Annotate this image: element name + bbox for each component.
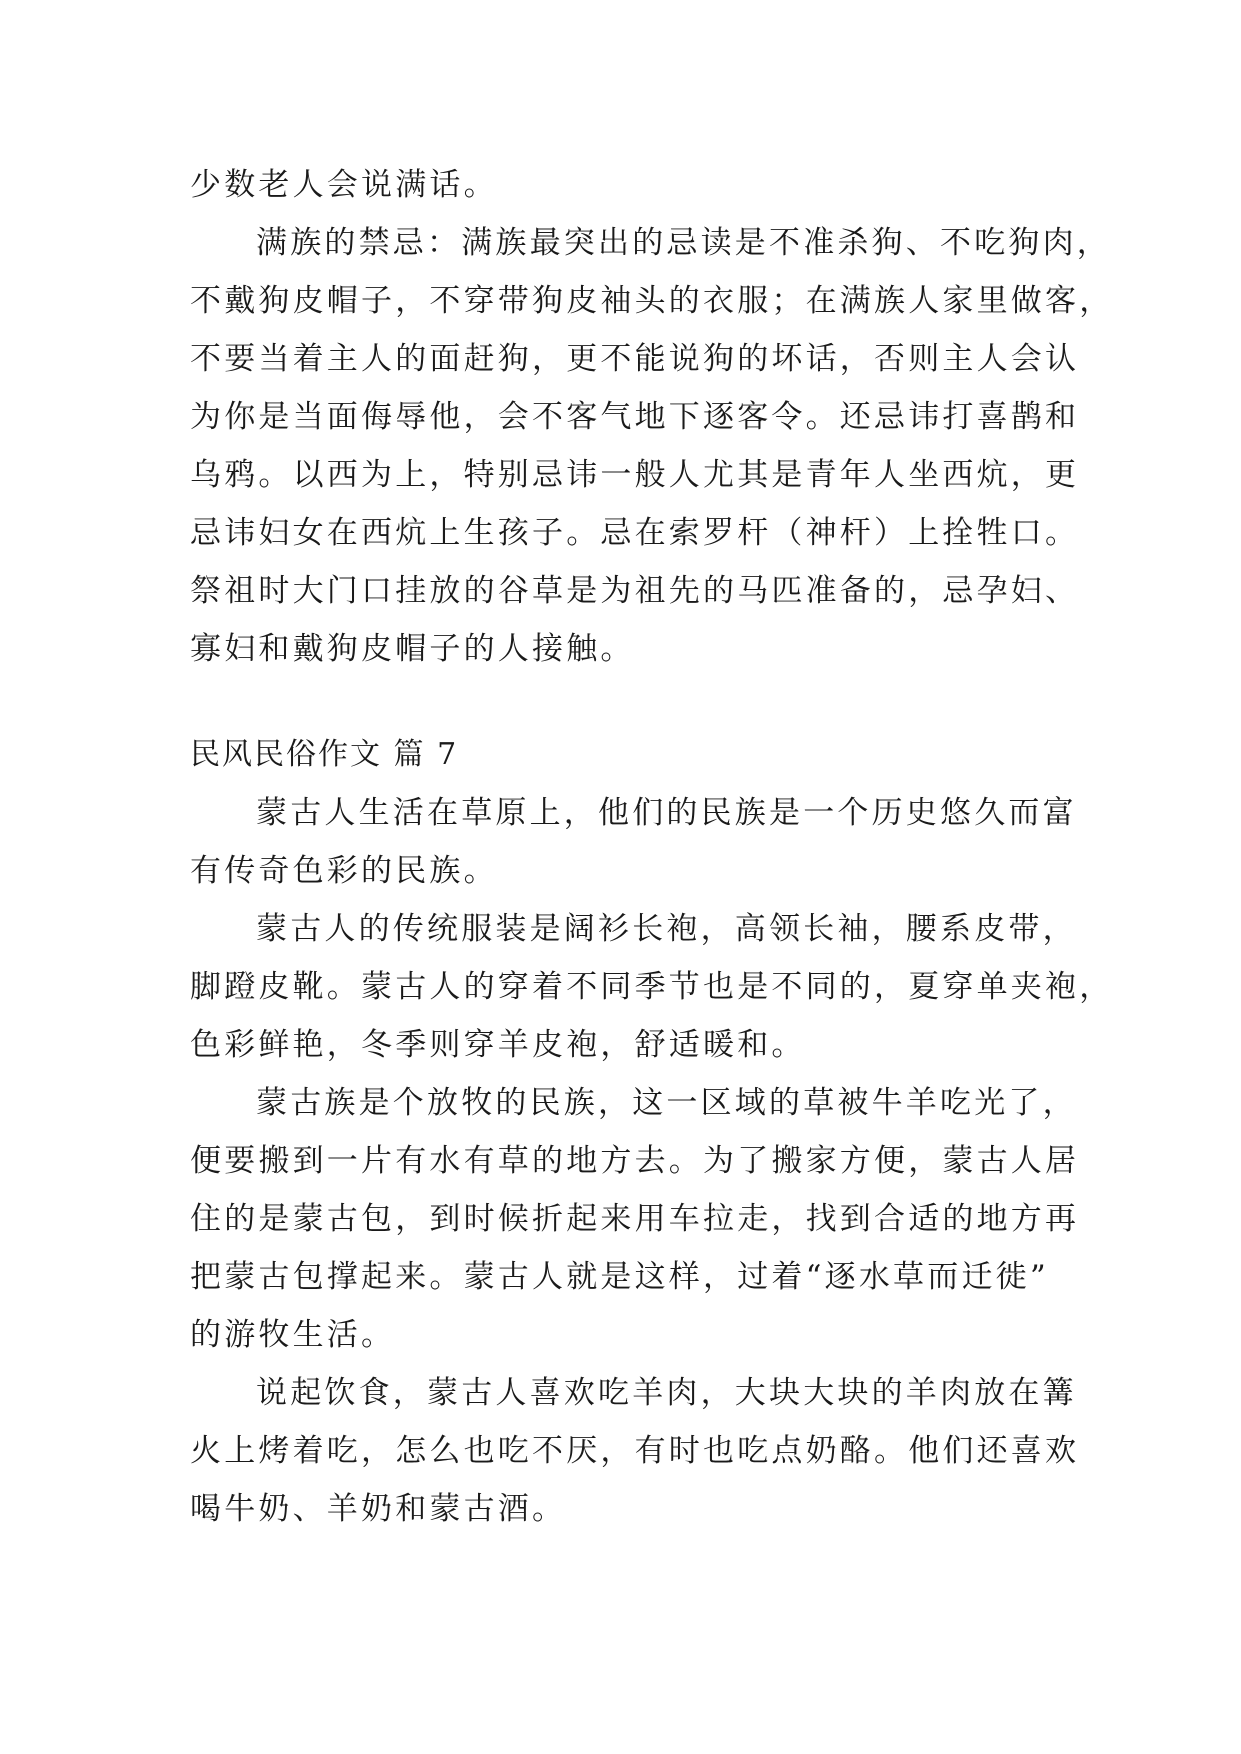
paragraph-first-line: 蒙古族是个放牧的民族，这一区域的草被牛羊吃光了， — [256, 1085, 1077, 1121]
text-line: 不戴狗皮帽子，不穿带狗皮袖头的衣服；在满族人家里做客， — [190, 283, 1114, 319]
text-line: 的游牧生活。 — [190, 1317, 396, 1353]
paragraph-first-line: 满族的禁忌：满族最突出的忌读是不准杀狗、不吃狗肉， — [256, 225, 1111, 261]
text-line: 寡妇和戴狗皮帽子的人接触。 — [190, 631, 635, 667]
text-line: 有传奇色彩的民族。 — [190, 853, 498, 889]
text-line: 少数老人会说满话。 — [190, 167, 498, 203]
text-line: 色彩鲜艳，冬季则穿羊皮袍，舒适暖和。 — [190, 1027, 806, 1063]
text-line: 乌鸦。以西为上，特别忌讳一般人尤其是青年人坐西炕，更 — [190, 457, 1080, 493]
paragraph-first-line: 蒙古人生活在草原上，他们的民族是一个历史悠久而富 — [256, 795, 1077, 831]
text-line: 忌讳妇女在西炕上生孩子。忌在索罗杆（神杆）上拴牲口。 — [190, 515, 1080, 551]
text-line: 脚蹬皮靴。蒙古人的穿着不同季节也是不同的，夏穿单夹袍， — [190, 969, 1114, 1005]
text-line: 便要搬到一片有水有草的地方去。为了搬家方便，蒙古人居 — [190, 1143, 1080, 1179]
text-line: 住的是蒙古包，到时候折起来用车拉走，找到合适的地方再 — [190, 1201, 1080, 1237]
text-line: 喝牛奶、羊奶和蒙古酒。 — [190, 1491, 567, 1527]
text-line: 为你是当面侮辱他，会不客气地下逐客令。还忌讳打喜鹊和 — [190, 399, 1080, 435]
text-line: 把蒙古包撑起来。蒙古人就是这样，过着“逐水草而迁徙” — [190, 1259, 1049, 1295]
text-line: 火上烤着吃，怎么也吃不厌，有时也吃点奶酪。他们还喜欢 — [190, 1433, 1080, 1469]
text-line: 不要当着主人的面赶狗，更不能说狗的坏话，否则主人会认 — [190, 341, 1080, 377]
section-heading: 民风民俗作文 篇 7 — [190, 737, 459, 772]
paragraph-first-line: 说起饮食，蒙古人喜欢吃羊肉，大块大块的羊肉放在篝 — [256, 1375, 1077, 1411]
document-page — [190, 156, 1114, 1538]
paragraph-first-line: 蒙古人的传统服装是阔衫长袍，高领长袖，腰系皮带， — [256, 911, 1077, 947]
text-line: 祭祖时大门口挂放的谷草是为祖先的马匹准备的，忌孕妇、 — [190, 573, 1080, 609]
section-gap — [190, 678, 1070, 726]
